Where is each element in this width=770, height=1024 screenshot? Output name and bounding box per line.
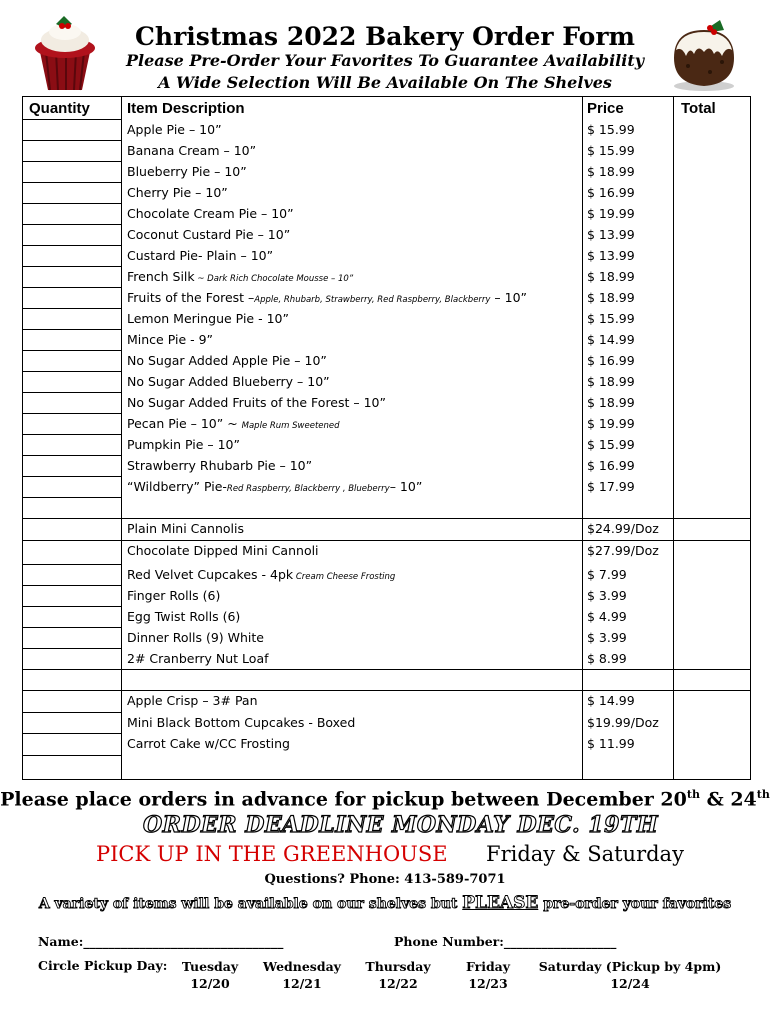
quantity-cell[interactable] [23,287,121,308]
item-description: Apple Crisp – 3# Pan [127,693,258,708]
item-description: Cherry Pie – 10” [127,185,228,200]
name-field[interactable]: Name:________________________________ [38,934,284,949]
quantity-cell[interactable] [23,371,121,392]
pickup-location: PICK UP IN THE GREENHOUSE [96,842,448,866]
pickup-day-friday[interactable]: Friday 12/23 [465,959,511,991]
total-cell[interactable] [674,455,750,476]
quantity-cell[interactable] [23,733,121,754]
item-price: $27.99/Doz [587,543,659,558]
item-description: Apple Pie – 10” [127,122,222,137]
total-cell[interactable] [674,606,750,627]
pickup-day-saturday[interactable]: Saturday (Pickup by 4pm) 12/24 [538,959,722,991]
subtitle-selection: A Wide Selection Will Be Available On The Shelves [158,73,612,92]
item-price: $ 15.99 [587,143,635,158]
total-cell[interactable] [674,518,750,539]
quantity-cell[interactable] [23,712,121,733]
quantity-cell[interactable] [23,455,121,476]
item-description: Finger Rolls (6) [127,588,221,603]
item-price: $ 18.99 [587,395,635,410]
item-description: Carrot Cake w/CC Frosting [127,736,290,751]
item-price: $ 16.99 [587,458,635,473]
item-price: $ 7.99 [587,567,627,582]
item-price: $ 17.99 [587,479,635,494]
item-description: Coconut Custard Pie – 10” [127,227,291,242]
quantity-cell[interactable] [23,161,121,182]
item-description: Chocolate Dipped Mini Cannoli [127,543,319,558]
total-cell[interactable] [674,540,750,561]
item-description: Pecan Pie – 10” ~ Maple Rum Sweetened [127,416,340,431]
total-cell[interactable] [674,627,750,648]
total-cell[interactable] [674,245,750,266]
total-cell[interactable] [674,224,750,245]
quantity-cell[interactable] [23,540,121,561]
total-cell[interactable] [674,434,750,455]
quantity-cell[interactable] [23,203,121,224]
item-price: $ 18.99 [587,269,635,284]
questions-phone: Questions? Phone: 413-589-7071 [264,872,506,887]
total-cell[interactable] [674,476,750,497]
quantity-cell[interactable] [23,119,121,140]
item-price: $ 16.99 [587,185,635,200]
quantity-cell[interactable] [23,413,121,434]
quantity-cell[interactable] [23,392,121,413]
total-cell[interactable] [674,712,750,733]
item-description: 2# Cranberry Nut Loaf [127,651,269,666]
item-price: $ 8.99 [587,651,627,666]
item-price: $ 15.99 [587,311,635,326]
page-title: Christmas 2022 Bakery Order Form [135,22,635,51]
quantity-cell[interactable] [23,606,121,627]
quantity-cell[interactable] [23,648,121,669]
item-price: $ 19.99 [587,206,635,221]
total-cell[interactable] [674,733,750,754]
item-price: $ 19.99 [587,416,635,431]
quantity-cell[interactable] [23,476,121,497]
quantity-cell[interactable] [23,350,121,371]
item-price: $ 3.99 [587,588,627,603]
total-cell[interactable] [674,161,750,182]
item-description: Plain Mini Cannolis [127,521,245,536]
item-price: $19.99/Doz [587,714,659,730]
item-price: $ 16.99 [587,353,635,368]
item-note: Cream Cheese Frosting [293,572,396,582]
item-description: No Sugar Added Blueberry – 10” [127,374,330,389]
total-cell[interactable] [674,585,750,606]
item-description: Mini Black Bottom Cupcakes - Boxed [127,714,356,730]
item-description: No Sugar Added Apple Pie – 10” [127,353,327,368]
item-description: “Wildberry” Pie-Red Raspberry, Blackberry , Blueberry– 10” [127,479,423,494]
total-cell[interactable] [674,182,750,203]
item-description: Dinner Rolls (9) White [127,630,264,645]
item-price: $ 14.99 [587,332,635,347]
item-price: $ 4.99 [587,609,627,624]
circle-pickup-day-label: Circle Pickup Day: [38,958,168,973]
item-description: Strawberry Rhubarb Pie – 10” [127,458,313,473]
item-description: Banana Cream – 10” [127,143,257,158]
item-description: Red Velvet Cupcakes - 4pk Cream Cheese Frosting [127,567,396,582]
item-description: Mince Pie - 9” [127,332,214,347]
subtitle-preorder: Please Pre-Order Your Favorites To Guarantee Availability [125,51,645,70]
item-note: Maple Rum Sweetened [241,421,340,431]
item-note: Red Raspberry, Blackberry , Blueberry [226,484,390,494]
item-price: $ 14.99 [587,693,635,708]
price-header: Price [587,100,624,117]
quantity-cell[interactable] [23,518,121,539]
total-cell[interactable] [674,648,750,669]
item-description: Blueberry Pie – 10” [127,164,247,179]
item-note: Apple, Rhubarb, Strawberry, Red Raspberry, Blackberry [254,295,491,305]
item-price: $ 11.99 [587,736,635,751]
quantity-cell[interactable] [23,224,121,245]
quantity-cell[interactable] [23,140,121,161]
item-note: ~ Dark Rich Chocolate Mousse – 10” [194,274,354,284]
total-cell[interactable] [674,392,750,413]
pickup-days: Friday & Saturday [486,842,684,866]
quantity-cell[interactable] [23,434,121,455]
quantity-cell[interactable] [23,266,121,287]
item-description-header: Item Description [127,100,245,117]
quantity-cell[interactable] [23,585,121,606]
total-header: Total [681,100,716,117]
quantity-cell[interactable] [23,308,121,329]
item-description: Custard Pie- Plain – 10” [127,248,274,263]
pickup-day-tuesday[interactable]: Tuesday 12/20 [181,959,239,991]
total-cell[interactable] [674,308,750,329]
quantity-cell[interactable] [23,564,121,585]
total-cell[interactable] [674,266,750,287]
total-cell[interactable] [674,371,750,392]
item-description: French Silk ~ Dark Rich Chocolate Mousse – 10” [127,269,354,284]
item-price: $ 15.99 [587,437,635,452]
pickup-notice: Please place orders in advance for pickup between December 20th & 24th [0,788,770,811]
total-cell[interactable] [674,119,750,140]
item-price: $ 18.99 [587,164,635,179]
item-price: $ 3.99 [587,630,627,645]
total-cell[interactable] [674,203,750,224]
quantity-cell[interactable] [23,182,121,203]
item-description: Egg Twist Rolls (6) [127,609,241,624]
quantity-cell[interactable] [23,627,121,648]
phone-number-field[interactable]: Phone Number:__________________ [394,934,617,949]
item-description: Fruits of the Forest –Apple, Rhubarb, Strawberry, Red Raspberry, Blackberry – 10” [127,290,528,305]
item-price: $ 15.99 [587,122,635,137]
item-price: $ 13.99 [587,248,635,263]
quantity-cell[interactable] [23,245,121,266]
quantity-cell[interactable] [23,329,121,350]
pickup-day-wednesday[interactable]: Wednesday 12/21 [263,959,341,991]
order-table [22,96,751,780]
item-description: Pumpkin Pie – 10” [127,437,240,452]
item-price: $ 18.99 [587,290,635,305]
total-cell[interactable] [674,329,750,350]
item-description: Chocolate Cream Pie – 10” [127,206,294,221]
total-cell[interactable] [674,564,750,585]
variety-notice: A variety of items will be available on our shelves but PLEASE pre-order your favorites [38,893,732,913]
total-cell[interactable] [674,287,750,308]
item-price: $24.99/Doz [587,521,659,536]
item-description: Lemon Meringue Pie - 10” [127,311,289,326]
item-price: $ 13.99 [587,227,635,242]
total-cell[interactable] [674,140,750,161]
total-cell[interactable] [674,690,750,711]
quantity-header: Quantity [29,100,90,117]
total-cell[interactable] [674,350,750,371]
item-price: $ 18.99 [587,374,635,389]
quantity-cell[interactable] [23,690,121,711]
total-cell[interactable] [674,413,750,434]
item-description: No Sugar Added Fruits of the Forest – 10” [127,395,386,410]
order-deadline-label: ORDER DEADLINE [143,812,384,838]
order-deadline-date: MONDAY DEC. 19TH [392,812,659,838]
pickup-day-thursday[interactable]: Thursday 12/22 [365,959,431,991]
